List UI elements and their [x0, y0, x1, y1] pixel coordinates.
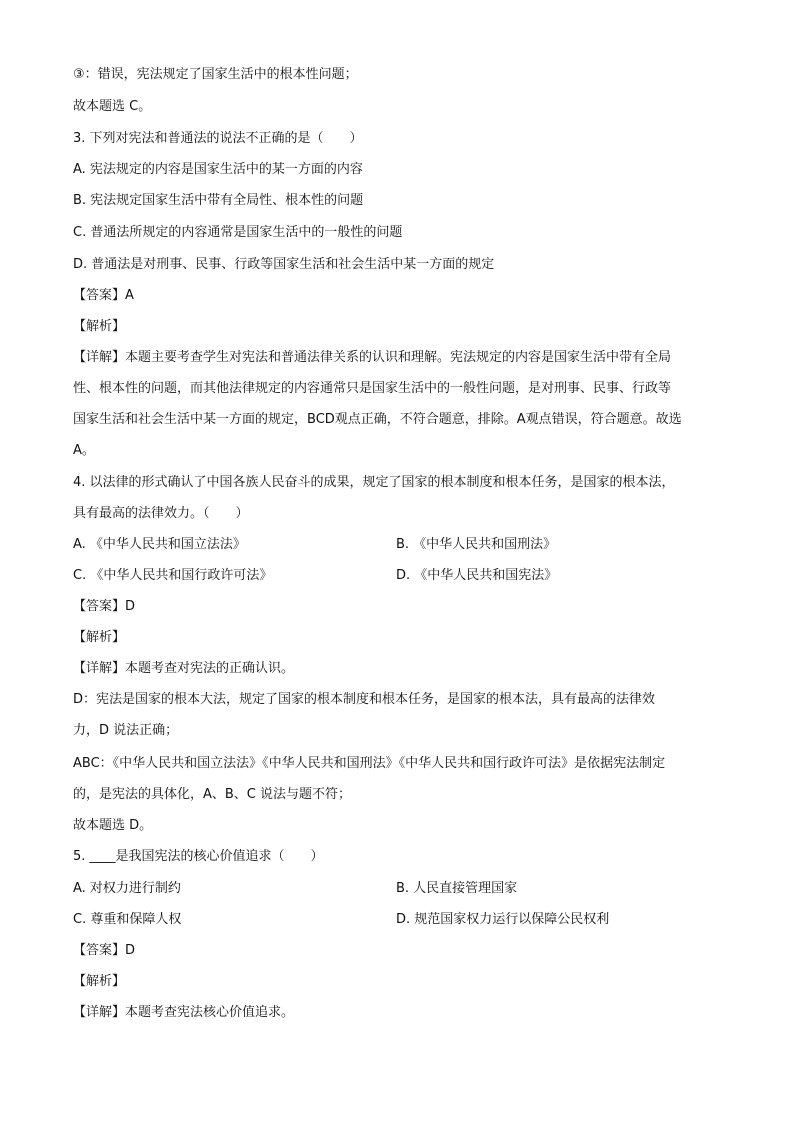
q5-option-a: A. 对权力进行制约 — [73, 881, 181, 896]
q4-stem-2: 具有最高的法律效力。（ ） — [73, 506, 249, 521]
q5-option-b: B. 人民直接管理国家 — [396, 881, 518, 896]
q5-option-d: D. 规范国家权力运行以保障公民权利 — [396, 912, 610, 927]
q4-detail-5: 的，是宪法的具体化，A、B、C 说法与题不符； — [73, 787, 352, 802]
q5-option-c: C. 尊重和保障人权 — [73, 912, 182, 927]
q3-option-a: A. 宪法规定的内容是国家生活中的某一方面的内容 — [73, 162, 363, 177]
q5-answer: 【答案】D — [73, 943, 136, 958]
q3-analysis-label: 【解析】 — [73, 319, 126, 334]
q3-detail-2: 性、根本性的问题，而其他法律规定的内容通常只是国家生活中的一般性问题，是对刑事、民事、行政等 — [73, 381, 672, 396]
q4-detail-6: 故本题选 D。 — [73, 818, 153, 833]
q3-detail-1: 【详解】本题主要考查学生对宪法和普通法律关系的认识和理解。宪法规定的内容是国家生活中带有全局 — [73, 350, 672, 365]
q4-option-a: A. 《中华人民共和国立法法》 — [73, 537, 246, 552]
q3-option-c: C. 普通法所规定的内容通常是国家生活中的一般性的问题 — [73, 225, 403, 240]
q4-detail-3: 力，D 说法正确； — [73, 723, 179, 738]
intro-line-2: 故本题选 C。 — [73, 99, 152, 114]
intro-line-1: ③：错误，宪法规定了国家生活中的根本性问题； — [73, 67, 358, 82]
q3-detail-3: 国家生活和社会生活中某一方面的规定，BCD观点正确，不符合题意，排除。A观点错误，符合题意。故选 — [73, 412, 682, 427]
q4-option-b: B. 《中华人民共和国刑法》 — [396, 537, 557, 552]
q4-detail-2: D：宪法是国家的根本大法，规定了国家的根本制度和根本任务，是国家的根本法，具有最高的法律效 — [73, 692, 656, 707]
q3-detail-4: A。 — [73, 443, 95, 458]
q3-option-b: B. 宪法规定国家生活中带有全局性、根本性的问题 — [73, 193, 364, 208]
q4-option-d: D. 《中华人民共和国宪法》 — [396, 568, 558, 583]
q4-analysis-label: 【解析】 — [73, 630, 126, 645]
q5-stem: 5. ____是我国宪法的核心价值追求（ ） — [73, 849, 324, 864]
q4-detail-1: 【详解】本题考查对宪法的正确认识。 — [73, 661, 295, 676]
q4-answer: 【答案】D — [73, 599, 136, 614]
q3-stem: 3. 下列对宪法和普通法的说法不正确的是（ ） — [73, 131, 363, 146]
q4-detail-4: ABC：《中华人民共和国立法法》《中华人民共和国刑法》《中华人民共和国行政许可法》是依据宪法制定 — [73, 756, 666, 771]
q5-detail-1: 【详解】本题考查宪法核心价值追求。 — [73, 1005, 295, 1020]
q3-answer: 【答案】A — [73, 288, 134, 303]
q4-stem-1: 4. 以法律的形式确认了中国各族人民奋斗的成果，规定了国家的根本制度和根本任务，是国家的根本法， — [73, 475, 675, 490]
q5-analysis-label: 【解析】 — [73, 974, 126, 989]
q4-option-c: C. 《中华人民共和国行政许可法》 — [73, 568, 273, 583]
q3-option-d: D. 普通法是对刑事、民事、行政等国家生活和社会生活中某一方面的规定 — [73, 257, 495, 272]
